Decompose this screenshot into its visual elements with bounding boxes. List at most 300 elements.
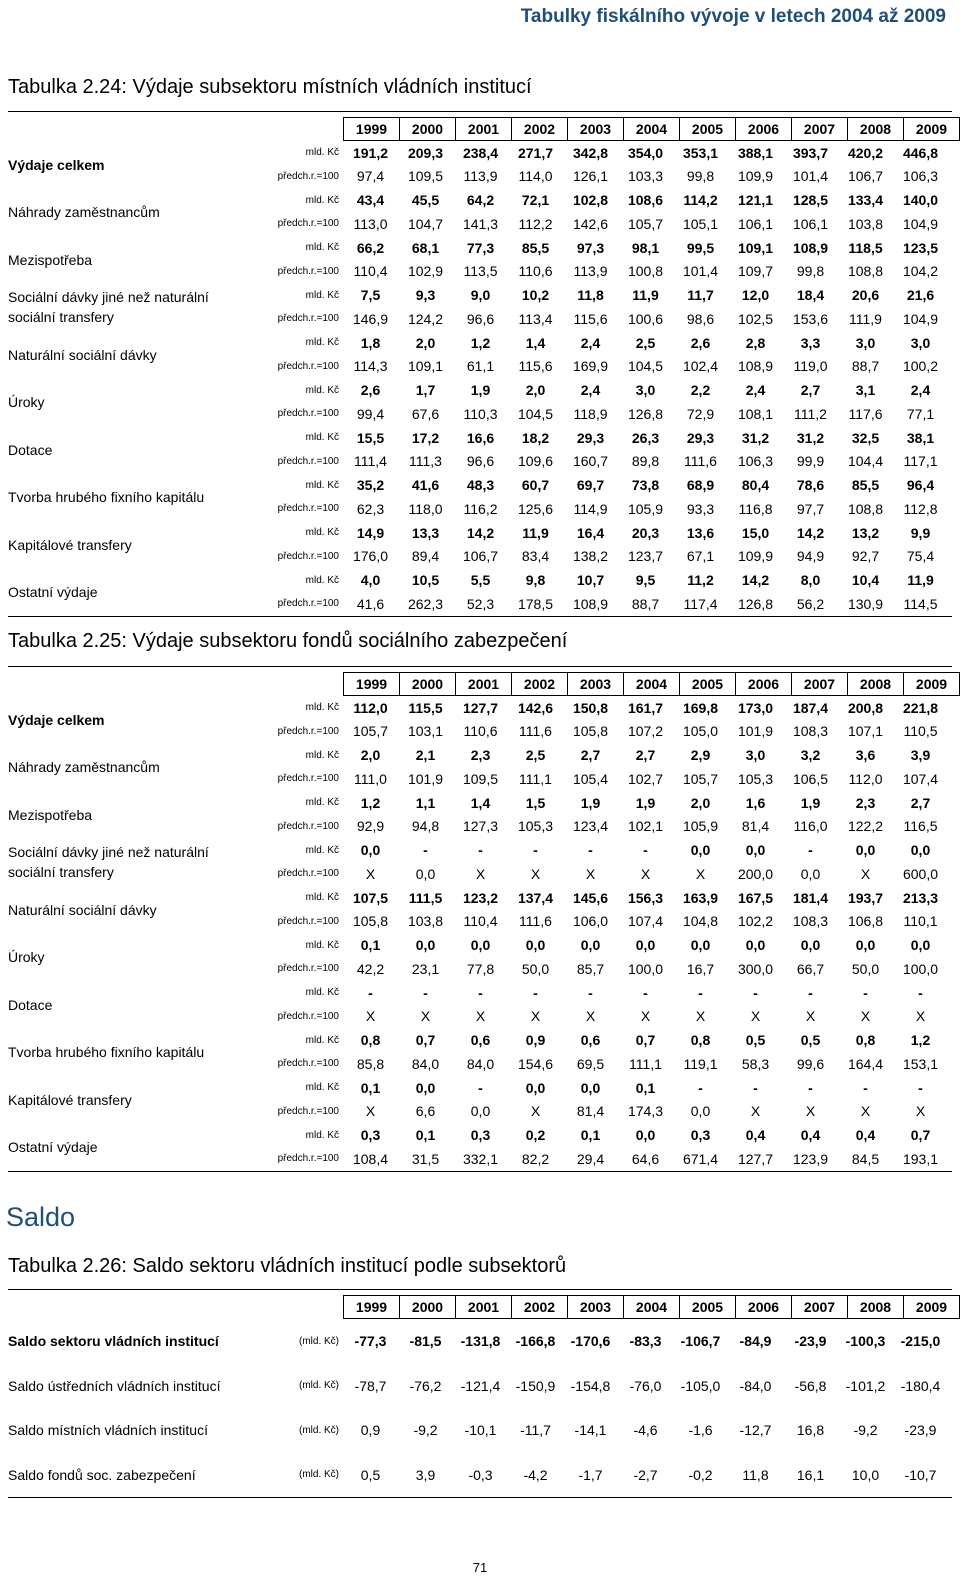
value-cell: - — [698, 984, 703, 1001]
value-cell: 77,8 — [466, 960, 495, 977]
value-cell: 1,9 — [580, 794, 601, 811]
unit-label: mld. Kč — [305, 242, 339, 254]
category-label: Sociální dávky jiné než naturální sociální transfery — [8, 289, 209, 326]
value-cell: 31,2 — [741, 429, 770, 446]
value-cell: 108,9 — [737, 358, 774, 375]
value-cell: 142,6 — [517, 699, 554, 716]
row-mld-kc — [253, 426, 948, 450]
saldo-row — [8, 1364, 952, 1409]
value-cell: 209,3 — [407, 144, 444, 161]
row-index-prev-year — [253, 720, 948, 744]
value-cell: - — [753, 984, 758, 1001]
value-cell: 300,0 — [737, 960, 774, 977]
value-cell: 2,9 — [690, 747, 711, 764]
value-cell: 1,2 — [470, 334, 491, 351]
value-cell: 83,4 — [521, 548, 550, 565]
value-cell: 35,2 — [356, 477, 385, 494]
value-cell: 62,3 — [356, 500, 385, 517]
category-block — [8, 236, 952, 284]
value-cell: 3,0 — [855, 334, 876, 351]
value-cell: 11,2 — [687, 572, 714, 589]
unit-label: předch.r.=100 — [277, 503, 339, 515]
value-cell: -1,7 — [578, 1466, 603, 1483]
value-cell: 111,4 — [354, 453, 387, 470]
value-cell: 0,0 — [470, 937, 491, 954]
value-cell: 130,9 — [847, 595, 884, 612]
value-cell: X — [420, 1008, 431, 1025]
value-cell: 110,5 — [903, 723, 938, 740]
row-mld-kc — [253, 791, 948, 815]
value-cell: 111,6 — [519, 723, 552, 740]
unit-label: (mld. Kč) — [299, 1469, 339, 1481]
value-cell: 78,6 — [796, 477, 825, 494]
value-cell: 11,8 — [742, 1466, 769, 1483]
value-cell: 107,5 — [352, 889, 389, 906]
value-cell: 104,4 — [847, 453, 884, 470]
row-index-prev-year — [253, 545, 948, 569]
value-cell: 116,5 — [903, 818, 938, 835]
category-block — [8, 981, 952, 1029]
unit-label: (mld. Kč) — [299, 1380, 339, 1392]
value-cell: 84,0 — [466, 1055, 495, 1072]
value-cell: 0,1 — [415, 1127, 436, 1144]
value-cell: 108,1 — [737, 405, 774, 422]
value-cell: 0,1 — [580, 1127, 601, 1144]
value-cell: 110,4 — [353, 263, 388, 280]
row-index-prev-year — [253, 497, 948, 521]
value-cell: -78,7 — [354, 1377, 387, 1394]
value-cell: 111,9 — [849, 310, 882, 327]
value-cell: 0,3 — [360, 1127, 381, 1144]
value-cell: X — [365, 1008, 376, 1025]
value-cell: 104,9 — [902, 310, 939, 327]
value-cell: 0,0 — [855, 937, 876, 954]
saldo-label: Saldo sektoru vládních institucí — [8, 1333, 219, 1350]
value-cell: 29,3 — [686, 429, 715, 446]
unit-label: (mld. Kč) — [299, 1424, 339, 1436]
row-index-prev-year — [253, 910, 948, 934]
value-cell: -81,5 — [409, 1333, 442, 1350]
value-cell: 174,3 — [627, 1103, 664, 1120]
category-rows — [253, 474, 948, 522]
unit-label: mld. Kč — [305, 527, 339, 539]
value-cell: X — [860, 1008, 871, 1025]
value-cell: 100,2 — [902, 358, 939, 375]
value-cell: 0,1 — [360, 1079, 381, 1096]
value-cell: 104,8 — [682, 913, 719, 930]
category-rows — [253, 981, 948, 1029]
value-cell: 111,6 — [519, 913, 552, 930]
value-cell: -4,6 — [633, 1422, 658, 1439]
value-cell: 10,7 — [576, 572, 605, 589]
unit-label: mld. Kč — [305, 384, 339, 396]
unit-label: předch.r.=100 — [277, 598, 339, 610]
value-cell: - — [918, 984, 923, 1001]
value-cell: 112,8 — [903, 500, 938, 517]
row-mld-kc — [253, 1029, 948, 1053]
value-cell: 103,3 — [627, 168, 664, 185]
value-cell: 106,7 — [847, 168, 884, 185]
value-cell: 110,4 — [463, 913, 498, 930]
value-cell: 104,7 — [407, 215, 444, 232]
row-index-prev-year — [253, 355, 948, 379]
value-cell: 97,7 — [796, 500, 825, 517]
value-cell: 446,8 — [902, 144, 939, 161]
value-cell: 101,4 — [682, 263, 719, 280]
value-cell: 11,9 — [907, 572, 934, 589]
row-mld-kc — [253, 189, 948, 213]
year-header-cell: 2009 — [904, 118, 960, 141]
value-cell: - — [478, 842, 483, 859]
value-cell: 111,3 — [409, 453, 442, 470]
value-cell: -9,2 — [853, 1422, 878, 1439]
value-cell: 116,8 — [738, 500, 773, 517]
value-cell: 119,1 — [683, 1055, 718, 1072]
row-index-prev-year — [253, 260, 948, 284]
value-cell: 123,9 — [792, 1150, 829, 1167]
row-mld-kc — [253, 1076, 948, 1100]
value-cell: 1,4 — [470, 794, 491, 811]
value-cell: 2,0 — [360, 747, 381, 764]
value-cell: 173,0 — [737, 699, 774, 716]
value-cell: 0,5 — [360, 1466, 381, 1483]
value-cell: X — [860, 865, 871, 882]
value-cell: 102,2 — [737, 913, 774, 930]
value-cell: 9,3 — [415, 287, 436, 304]
value-cell: X — [640, 1008, 651, 1025]
value-cell: 117,6 — [848, 405, 883, 422]
value-cell: 1,9 — [635, 794, 656, 811]
value-cell: 142,6 — [572, 215, 609, 232]
value-cell: 2,3 — [855, 794, 876, 811]
unit-label: předch.r.=100 — [277, 1153, 339, 1165]
year-header-cell: 2002 — [512, 118, 568, 141]
value-cell: -121,4 — [460, 1377, 501, 1394]
value-cell: 111,0 — [354, 770, 387, 787]
category-block — [8, 474, 952, 522]
value-cell: 181,4 — [792, 889, 829, 906]
value-cell: 14,2 — [796, 524, 825, 541]
value-cell: 0,4 — [745, 1127, 766, 1144]
value-cell: 18,2 — [521, 429, 550, 446]
year-cells — [343, 1295, 960, 1319]
value-cell: -0,2 — [688, 1466, 713, 1483]
value-cell: 388,1 — [737, 144, 774, 161]
value-cell: 68,1 — [411, 239, 440, 256]
unit-label: mld. Kč — [305, 1129, 339, 1141]
value-cell: 123,5 — [902, 239, 939, 256]
value-cell: 193,7 — [847, 889, 884, 906]
value-cell: 99,9 — [796, 453, 825, 470]
value-cell: -10,7 — [904, 1466, 937, 1483]
unit-label: předch.r.=100 — [277, 455, 339, 467]
value-cell: 102,1 — [627, 818, 664, 835]
saldo-label: Saldo fondů soc. zabezpečení — [8, 1466, 196, 1483]
value-cell: 200,8 — [847, 699, 884, 716]
unit-label: předch.r.=100 — [277, 408, 339, 420]
unit-label: mld. Kč — [305, 749, 339, 761]
value-cell: 111,6 — [684, 453, 717, 470]
value-cell: 127,7 — [737, 1150, 774, 1167]
row-mld-kc — [253, 1124, 948, 1148]
running-header: Tabulky fiskálního vývoje v letech 2004 až 2009 — [520, 6, 946, 27]
row-mld-kc — [253, 141, 948, 165]
category-label: Ostatní výdaje — [8, 584, 98, 601]
value-cell: X — [475, 865, 486, 882]
value-cell: 115,6 — [573, 310, 608, 327]
value-cell: 164,4 — [847, 1055, 884, 1072]
category-rows — [253, 379, 948, 427]
value-cell: -105,0 — [680, 1377, 721, 1394]
value-cell: 112,2 — [518, 215, 553, 232]
value-cell: 12,0 — [741, 287, 770, 304]
unit-label: mld. Kč — [305, 574, 339, 586]
category-label: Mezispotřeba — [8, 806, 93, 823]
value-cell: 109,9 — [737, 168, 774, 185]
value-cell: -100,3 — [845, 1333, 886, 1350]
category-block — [8, 839, 952, 887]
value-cell: 11,7 — [687, 287, 714, 304]
year-header-cell: 2003 — [568, 1296, 624, 1319]
value-cell: 0,6 — [580, 1032, 601, 1049]
table-2-25 — [8, 666, 952, 1172]
value-cell: 66,2 — [356, 239, 385, 256]
value-cell: -84,0 — [739, 1377, 772, 1394]
value-cell: 10,0 — [851, 1466, 880, 1483]
value-cell: 5,5 — [470, 572, 491, 589]
value-cell: 109,6 — [517, 453, 554, 470]
value-cell: X — [750, 1008, 761, 1025]
value-cell: 118,5 — [848, 239, 883, 256]
value-cell: 2,5 — [635, 334, 656, 351]
unit-label: (mld. Kč) — [299, 1335, 339, 1347]
value-cell: 56,2 — [796, 595, 825, 612]
value-cell: 2,3 — [470, 747, 491, 764]
value-cell: -12,7 — [739, 1422, 772, 1439]
value-cell: 68,9 — [686, 477, 715, 494]
value-cell: 1,6 — [745, 794, 766, 811]
value-cell: 111,5 — [408, 889, 443, 906]
value-cell: -23,9 — [794, 1333, 827, 1350]
category-block — [8, 426, 952, 474]
value-cell: 187,4 — [792, 699, 829, 716]
value-cell: -9,2 — [413, 1422, 438, 1439]
value-cell: 114,9 — [573, 500, 608, 517]
year-header-cell: 2006 — [736, 118, 792, 141]
unit-label: mld. Kč — [305, 289, 339, 301]
value-cell: 169,8 — [682, 699, 719, 716]
value-cell: X — [585, 1008, 596, 1025]
category-label: Naturální sociální dávky — [8, 346, 157, 363]
value-cell: 4,0 — [360, 572, 381, 589]
value-cell: - — [808, 984, 813, 1001]
value-cell: 163,9 — [682, 889, 719, 906]
value-cell: 106,1 — [792, 215, 829, 232]
year-header-cell: 2000 — [400, 118, 456, 141]
value-cell: 114,3 — [353, 358, 388, 375]
year-header-cell: 2009 — [904, 673, 960, 696]
value-cell: -0,3 — [468, 1466, 493, 1483]
category-rows — [253, 331, 948, 379]
saldo-row — [8, 1408, 952, 1453]
value-cell: 0,3 — [470, 1127, 491, 1144]
unit-label: předch.r.=100 — [277, 963, 339, 975]
value-cell: 106,5 — [792, 770, 829, 787]
value-cell: 107,4 — [902, 770, 939, 787]
value-cell: 111,1 — [519, 770, 552, 787]
saldo-label: Saldo ústředních vládních institucí — [8, 1377, 221, 1394]
value-cell: 112,0 — [848, 770, 883, 787]
value-cell: 41,6 — [356, 595, 385, 612]
value-cell: - — [423, 984, 428, 1001]
row-index-prev-year — [253, 592, 948, 616]
value-cell: 110,6 — [463, 723, 498, 740]
value-cell: 105,9 — [682, 818, 719, 835]
category-rows — [253, 141, 948, 189]
value-cell: X — [805, 1008, 816, 1025]
year-header-cell: 2001 — [456, 118, 512, 141]
value-cell: 102,4 — [682, 358, 719, 375]
category-rows — [253, 934, 948, 982]
value-cell: 84,5 — [851, 1150, 880, 1167]
value-cell: 0,8 — [360, 1032, 381, 1049]
value-cell: 84,0 — [411, 1055, 440, 1072]
value-cell: 50,0 — [851, 960, 880, 977]
row-index-prev-year — [253, 307, 948, 331]
value-cell: 108,3 — [792, 913, 829, 930]
category-block — [8, 744, 952, 792]
category-block — [8, 1076, 952, 1124]
value-cell: 193,1 — [902, 1150, 939, 1167]
value-cell: - — [808, 842, 813, 859]
value-cell: 145,6 — [572, 889, 609, 906]
unit-label: mld. Kč — [305, 479, 339, 491]
value-cell: 23,1 — [411, 960, 440, 977]
unit-label: mld. Kč — [305, 844, 339, 856]
saldo-row — [8, 1453, 952, 1498]
value-cell: 105,0 — [682, 723, 719, 740]
value-cell: 16,4 — [576, 524, 605, 541]
value-cell: 66,7 — [796, 960, 825, 977]
value-cell: 15,5 — [356, 429, 385, 446]
value-cell: 43,4 — [356, 192, 385, 209]
value-cell: 81,4 — [576, 1103, 605, 1120]
value-cell: 108,3 — [792, 723, 829, 740]
value-cell: 72,1 — [521, 192, 550, 209]
value-cell: 10,5 — [411, 572, 440, 589]
value-cell: 420,2 — [847, 144, 884, 161]
value-cell: 10,4 — [851, 572, 880, 589]
value-cell: -131,8 — [460, 1333, 501, 1350]
unit-label: předch.r.=100 — [277, 550, 339, 562]
value-cell: -166,8 — [515, 1333, 556, 1350]
value-cell: -56,8 — [794, 1377, 827, 1394]
value-cell: - — [698, 1079, 703, 1096]
row-mld-kc — [253, 379, 948, 403]
year-header-cell: 2004 — [624, 1296, 680, 1319]
row-index-prev-year — [253, 212, 948, 236]
saldo-row — [8, 1319, 952, 1364]
value-cell: 29,3 — [576, 429, 605, 446]
value-cell: 2,0 — [525, 382, 546, 399]
value-cell: 0,9 — [360, 1422, 381, 1439]
unit-label: mld. Kč — [305, 1082, 339, 1094]
value-cell: X — [585, 865, 596, 882]
value-cell: 0,0 — [745, 937, 766, 954]
year-header-cell: 2004 — [624, 118, 680, 141]
value-cell: X — [860, 1103, 871, 1120]
value-cell: 105,9 — [627, 500, 664, 517]
unit-label: předch.r.=100 — [277, 868, 339, 880]
value-cell: 156,3 — [627, 889, 664, 906]
row-mld-kc — [253, 331, 948, 355]
value-cell: 107,2 — [627, 723, 664, 740]
unit-label: předch.r.=100 — [277, 265, 339, 277]
value-cell: 107,4 — [627, 913, 664, 930]
value-cell: - — [533, 842, 538, 859]
value-cell: 137,4 — [517, 889, 554, 906]
value-cell: 105,4 — [572, 770, 609, 787]
value-cell: 109,5 — [462, 770, 499, 787]
value-cell: - — [533, 984, 538, 1001]
value-cell: 11,9 — [632, 287, 659, 304]
value-cell: 3,0 — [910, 334, 931, 351]
value-cell: 64,2 — [466, 192, 495, 209]
value-cell: 89,4 — [411, 548, 440, 565]
value-cell: 98,6 — [686, 310, 715, 327]
value-cell: 133,4 — [847, 192, 884, 209]
value-cell: 16,6 — [466, 429, 495, 446]
category-block — [8, 284, 952, 332]
value-cell: 99,5 — [686, 239, 715, 256]
category-block — [8, 1124, 952, 1172]
value-cell: 113,5 — [463, 263, 498, 280]
value-cell: 118,9 — [573, 405, 608, 422]
value-cell: 97,3 — [576, 239, 605, 256]
value-cell: 110,6 — [518, 263, 553, 280]
value-cell: -11,7 — [520, 1422, 551, 1439]
unit-label: předch.r.=100 — [277, 1058, 339, 1070]
category-rows — [253, 284, 948, 332]
year-header-cell: 2007 — [792, 1296, 848, 1319]
unit-label: předch.r.=100 — [277, 313, 339, 325]
value-cell: 101,4 — [792, 168, 829, 185]
unit-label: předch.r.=100 — [277, 773, 339, 785]
value-cell: 82,2 — [521, 1150, 550, 1167]
value-cell: 111,2 — [794, 405, 827, 422]
value-cell: -150,9 — [515, 1377, 556, 1394]
value-cell: 69,7 — [576, 477, 605, 494]
unit-label: předch.r.=100 — [277, 725, 339, 737]
value-cell: 0,0 — [855, 842, 876, 859]
value-cell: 93,3 — [686, 500, 715, 517]
value-cell: -77,3 — [354, 1333, 387, 1350]
value-cell: 80,4 — [741, 477, 770, 494]
value-cell: 1,9 — [800, 794, 821, 811]
row-mld-kc — [253, 839, 948, 863]
value-cell: 2,7 — [635, 747, 656, 764]
value-cell: 108,4 — [352, 1150, 389, 1167]
value-cell: 0,0 — [470, 1103, 491, 1120]
value-cell: 160,7 — [572, 453, 609, 470]
value-cell: 1,8 — [360, 334, 381, 351]
category-block — [8, 189, 952, 237]
value-cell: 85,5 — [851, 477, 880, 494]
value-cell: 113,4 — [518, 310, 553, 327]
value-cell: -84,9 — [739, 1333, 772, 1350]
row-mld-kc — [253, 886, 948, 910]
category-block — [8, 569, 952, 617]
